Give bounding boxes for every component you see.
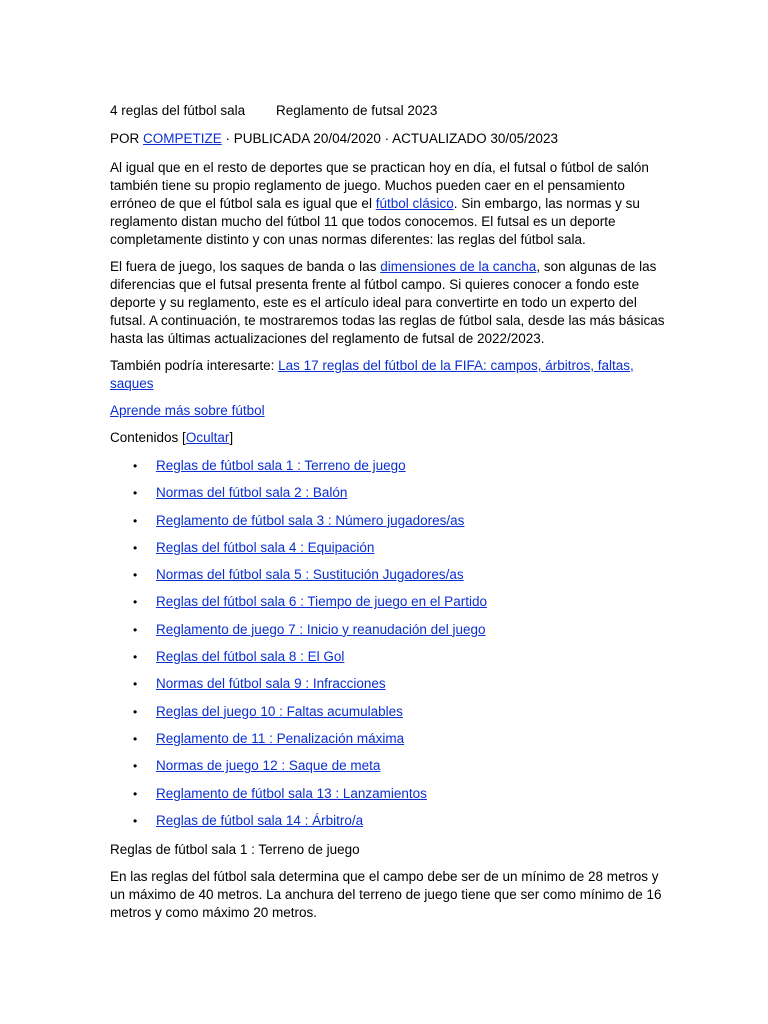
bullet-icon: • (133, 677, 138, 692)
bullet-icon: • (133, 759, 138, 774)
table-of-contents (110, 457, 670, 839)
intro-p2-text-a: El fuera de juego, los saques de banda o las (110, 259, 381, 274)
toc-item-link[interactable]: Reglamento de fútbol sala 3 : Número jugadores/as (156, 512, 465, 528)
title-left: 4 reglas del fútbol sala (110, 103, 246, 118)
toc-item (110, 566, 670, 593)
toc-item (110, 785, 670, 812)
toc-item (110, 593, 670, 620)
toc-item-link[interactable]: Reglas del fútbol sala 8 : El Gol (156, 649, 345, 665)
bullet-icon: • (133, 513, 138, 528)
learn-more (110, 402, 670, 420)
bullet-icon: • (133, 813, 138, 828)
bullet-icon: • (133, 731, 138, 746)
learn-more-link[interactable]: Aprende más sobre fútbol (110, 403, 265, 418)
bullet-icon: • (133, 786, 138, 801)
document-content (110, 102, 670, 931)
toc-item (110, 648, 670, 675)
toc-item-link[interactable]: Normas del fútbol sala 5 : Sustitución Jugadores/as (156, 567, 464, 583)
toc-item (110, 512, 670, 539)
byline-prefix: POR (110, 131, 144, 146)
bullet-icon: • (133, 595, 138, 610)
toc-label: Contenidos [ (110, 430, 186, 445)
toc-item (110, 484, 670, 511)
intro-p2-text-b: , son algunas de las diferencias que el futsal presenta frente al fútbol campo. Si quieres conocer a fondo este deporte y su reglamento, este es el artículo ideal para convertirte en todo un experto del futsal. A continuación, te mostraremos todas las reglas de fútbol sala, desde las más básicas hasta las últimas actualizaciones del reglamento de futsal de 2022/2023. (110, 259, 665, 346)
section-1-body: En las reglas del fútbol sala determina que el campo debe ser de un mínimo de 28 metros y un máximo de 40 metros. La anchura del terreno de juego tiene que ser como mínimo de 16 metros y como máximo 20 metros. (110, 869, 662, 921)
intro-p1-text-b: . Sin embargo, las normas y su reglamento distan mucho del fútbol 11 que todos conocemos. El futsal es un deporte completamente distinto y con unas normas diferentes: las reglas del fútbol sala. (110, 196, 640, 247)
related-label: También podría interesarte: (110, 358, 279, 373)
intro-paragraph-2 (110, 258, 670, 348)
toc-item (110, 675, 670, 702)
author-link[interactable]: COMPETIZE (143, 131, 222, 146)
byline-dates: · PUBLICADA 20/04/2020 · ACTUALIZADO 30/05/2023 (221, 131, 558, 146)
title-right: Reglamento de futsal 2023 (276, 103, 438, 118)
bullet-icon: • (133, 459, 138, 473)
toc-item (110, 757, 670, 784)
byline (110, 130, 670, 148)
toc-item-link[interactable]: Normas de juego 12 : Saque de meta (156, 758, 381, 774)
toc-item-link[interactable]: Reglas del fútbol sala 6 : Tiempo de juego en el Partido (156, 594, 487, 610)
intro-p1-text-a: Al igual que en el resto de deportes que se practican hoy en día, el futsal o fútbol de salón también tiene su propio reglamento de juego. Muchos pueden caer en el pensamiento erróneo de que el fútbol sala es igual que el (110, 160, 649, 211)
toc-item (110, 730, 670, 757)
toc-label-end: ] (229, 430, 234, 445)
bullet-icon: • (133, 704, 138, 719)
toc-heading (110, 429, 670, 447)
toc-item-link[interactable]: Reglas de fútbol sala 14 : Árbitro/a (156, 812, 364, 828)
bullet-icon: • (133, 568, 138, 583)
bullet-icon: • (133, 650, 138, 665)
toc-item-link[interactable]: Reglamento de 11 : Penalización máxima (156, 730, 405, 746)
toc-item (110, 457, 670, 484)
bullet-icon: • (133, 622, 138, 637)
toc-item-link[interactable]: Reglas del juego 10 : Faltas acumulables (156, 703, 403, 719)
toc-item-link[interactable]: Reglas de fútbol sala 1 : Terreno de juego (156, 458, 406, 473)
related-article-link[interactable]: Las 17 reglas del fútbol de la FIFA: campos, árbitros, faltas, saques (110, 358, 634, 391)
intro-paragraph-1 (110, 159, 670, 249)
toc-item (110, 812, 670, 839)
document-title-row (110, 102, 670, 120)
dimensiones-cancha-link[interactable]: dimensiones de la cancha (380, 259, 537, 274)
toc-item-link[interactable]: Normas del fútbol sala 2 : Balón (156, 485, 348, 501)
related-article (110, 357, 670, 393)
toc-item-link[interactable]: Reglamento de juego 7 : Inicio y reanudación del juego (156, 621, 486, 637)
toc-item (110, 703, 670, 730)
toc-item (110, 539, 670, 566)
section-1-title: Reglas de fútbol sala 1 : Terreno de juego (110, 842, 360, 858)
toc-item-link[interactable]: Normas del fútbol sala 9 : Infracciones (156, 676, 386, 692)
toc-item-link[interactable]: Reglamento de fútbol sala 13 : Lanzamientos (156, 785, 427, 801)
toc-toggle-link[interactable]: Ocultar (185, 430, 230, 445)
toc-item-link[interactable]: Reglas del fútbol sala 4 : Equipación (156, 539, 375, 555)
bullet-icon: • (133, 540, 138, 555)
futbol-clasico-link[interactable]: fútbol clásico (375, 196, 454, 211)
toc-item (110, 621, 670, 648)
bullet-icon: • (133, 486, 138, 501)
